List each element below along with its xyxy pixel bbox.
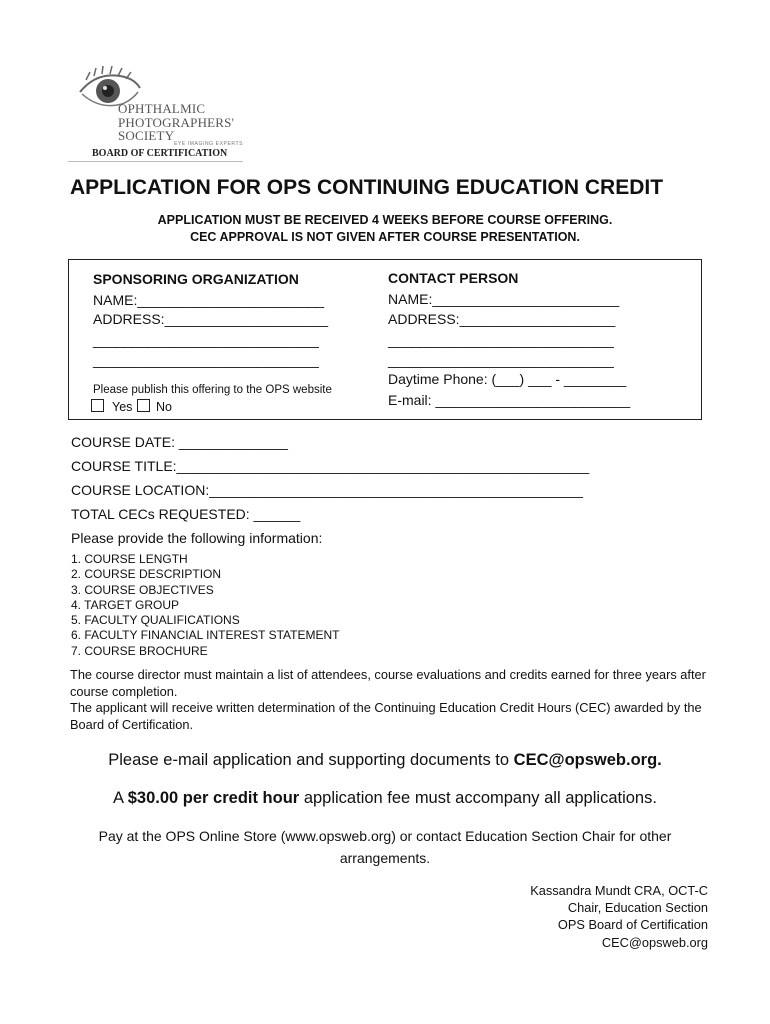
course-date-field[interactable]: COURSE DATE: ______________ xyxy=(71,434,288,450)
signer-name: Kassandra Mundt CRA, OCT-C xyxy=(530,883,708,898)
provide-info-heading: Please provide the following information: xyxy=(71,530,323,546)
logo-board: BOARD OF CERTIFICATION xyxy=(92,148,228,159)
page-title: APPLICATION FOR OPS CONTINUING EDUCATION CREDIT xyxy=(70,176,664,199)
cecs-requested-field[interactable]: TOTAL CECs REQUESTED: ______ xyxy=(71,506,301,522)
sponsor-heading: SPONSORING ORGANIZATION xyxy=(93,271,299,287)
signer-role: Chair, Education Section xyxy=(567,900,708,916)
logo-line-2: PHOTOGRAPHERS' xyxy=(118,115,235,130)
publish-no-checkbox[interactable] xyxy=(137,399,150,412)
fee-statement xyxy=(0,789,770,808)
contact-address-field[interactable]: ADDRESS:____________________ xyxy=(388,311,616,327)
sponsor-address-line-2[interactable]: _____________________________ xyxy=(93,332,319,348)
attendee-records-paragraph: The course director must maintain a list of attendees, course evaluations and credits earned for three years after course completion. xyxy=(70,667,706,699)
course-location-field[interactable]: COURSE LOCATION:________________________________________________ xyxy=(71,482,583,498)
contact-phone-field[interactable]: Daytime Phone: (___) ___ - ________ xyxy=(388,371,627,387)
contact-heading: CONTACT PERSON xyxy=(388,270,519,286)
sponsor-address-line-3[interactable]: _____________________________ xyxy=(93,352,319,368)
fee-suffix: application fee must accompany all applications. xyxy=(299,789,657,807)
requirements-list xyxy=(71,552,340,659)
logo-line-1: OPHTHALMIC xyxy=(118,101,206,116)
contact-email-field[interactable]: E-mail: _________________________ xyxy=(388,392,631,408)
contact-address-line-3[interactable]: _____________________________ xyxy=(388,352,614,368)
contact-name-field[interactable]: NAME:________________________ xyxy=(388,291,620,307)
signer-organization: OPS Board of Certification xyxy=(557,917,708,933)
list-item: 6. FACULTY FINANCIAL INTEREST STATEMENT xyxy=(71,628,340,643)
signature-block xyxy=(530,882,708,951)
ops-logo xyxy=(68,66,248,164)
publish-yes-label: Yes xyxy=(112,400,133,414)
email-instruction-text: Please e-mail application and supporting documents to xyxy=(108,751,514,769)
list-item: 4. TARGET GROUP xyxy=(71,597,180,612)
signer-email-link[interactable]: CEC@opsweb.org xyxy=(601,934,708,950)
list-item: 3. COURSE OBJECTIVES xyxy=(71,582,214,597)
list-item: 1. COURSE LENGTH xyxy=(71,552,188,566)
logo-line-3: SOCIETY xyxy=(118,128,175,143)
logo-divider xyxy=(68,161,243,162)
sponsor-name-field[interactable]: NAME:________________________ xyxy=(93,292,325,308)
determination-paragraph: The applicant will receive written determination of the Continuing Education Credit Hours (CEC) awarded by the Board of Certification. xyxy=(70,700,702,732)
logo-tagline: EYE IMAGING EXPERTS xyxy=(174,141,244,147)
submission-email-link[interactable]: CEC@opsweb.org. xyxy=(513,751,662,769)
publish-yes-checkbox[interactable] xyxy=(91,399,104,412)
list-item: 7. COURSE BROCHURE xyxy=(71,643,208,658)
payment-instruction: Pay at the OPS Online Store (www.opsweb.org) or contact Education Section Chair for other arrangements. xyxy=(98,828,672,866)
fee-prefix: A xyxy=(113,789,128,807)
fee-amount: $30.00 per credit hour xyxy=(127,789,300,807)
publish-no-label: No xyxy=(156,400,172,414)
email-instruction xyxy=(0,751,770,770)
sponsor-address-field[interactable]: ADDRESS:_____________________ xyxy=(93,311,329,327)
contact-address-line-2[interactable]: _____________________________ xyxy=(388,332,614,348)
list-item: 5. FACULTY QUALIFICATIONS xyxy=(71,613,240,628)
deadline-notice: APPLICATION MUST BE RECEIVED 4 WEEKS BEFORE COURSE OFFERING. xyxy=(157,213,613,227)
list-item: 2. COURSE DESCRIPTION xyxy=(71,567,222,582)
course-title-field[interactable]: COURSE TITLE:_____________________________________________________ xyxy=(71,458,590,474)
publish-note: Please publish this offering to the OPS website xyxy=(93,384,332,396)
approval-notice: CEC APPROVAL IS NOT GIVEN AFTER COURSE PRESENTATION. xyxy=(190,230,580,244)
